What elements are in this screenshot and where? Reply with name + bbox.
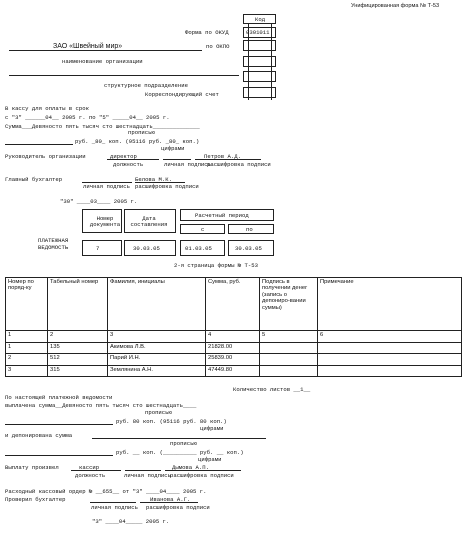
doc-date-cell: 30.03.05 <box>124 240 176 256</box>
period-header: Расчетный период <box>180 209 274 221</box>
position-caption: должность <box>113 161 144 168</box>
code-header-cell <box>243 14 276 24</box>
rub-line: руб. _80_ коп. (95116 руб. _80_ коп.) <box>75 138 200 145</box>
payment-table <box>5 277 462 377</box>
paid-rub: руб. 80 коп. (95116 руб. 80 коп.) <box>116 418 227 425</box>
table-header-row <box>6 278 462 331</box>
deposited-words-caption: прописью <box>170 440 197 447</box>
doc-number-header: Номер документа <box>82 209 122 233</box>
head-name: Петров А.Д. <box>204 153 241 160</box>
okud-label: Форма по ОКУД <box>185 29 229 36</box>
checked-sign-caption: личная подпись <box>91 504 138 511</box>
sheets-line: Количество листов __1__ <box>233 386 311 393</box>
period-line: с "3" ______04__ 2005 г. по "5" _____04__ 2005 г. <box>5 114 170 121</box>
chief-sign-caption: личная подпись <box>83 183 130 190</box>
account-caption: Корреспондирующий счет <box>145 91 219 98</box>
table-row: 1 135 Акимова Л.В. 21828.00 <box>6 342 462 354</box>
checked-decoding-caption: расшифровка подписи <box>146 504 210 511</box>
code-header: Код <box>255 16 266 23</box>
okpo-label: по ОКПО <box>206 43 230 50</box>
checked-name: Иванова А.Г. <box>150 496 191 503</box>
payout-position: кассир <box>79 464 100 471</box>
col-header-signature: Подпись в получении денег (запись о депониро-вании суммы) <box>260 278 318 331</box>
payout-name: Дымова А.П. <box>172 464 209 471</box>
to-cashier: В кассу для оплаты в срок <box>5 105 89 112</box>
doc-label-2: ВЕДОМОСТЬ <box>38 244 69 251</box>
period-to-cell: 30.03.05 <box>228 240 274 256</box>
sign-date: "30" ____03____ 2005 г. <box>60 198 138 205</box>
paid-digits-caption: цифрами <box>200 425 224 432</box>
signature-caption: личная подпись <box>164 161 211 168</box>
chief-acc-label: Главный бухгалтер <box>5 176 63 183</box>
col-header-note: Примечание <box>318 278 462 331</box>
col-header-number: Номер по поряд-ку <box>6 278 48 331</box>
okud-value: 0301011 <box>246 29 270 36</box>
doc-number-cell: 7 <box>82 240 122 256</box>
deposited-label: и депонирована сумма <box>5 432 73 439</box>
division-caption: структурное подразделение <box>104 82 188 89</box>
chief-decoding-caption: расшифровка подписи <box>135 183 199 190</box>
chief-acc-name: Белова М.К. <box>135 176 172 183</box>
by-statement: По настоящей платежной ведомости <box>5 394 113 401</box>
period-from-cell: 01.03.05 <box>180 240 225 256</box>
payout-label: Выплату произвел <box>5 464 59 471</box>
sum-line: Сумма___Девяносто пять тысяч сто шестнадцать______________ <box>5 123 200 130</box>
paid-words-caption: прописью <box>145 409 172 416</box>
payout-decoding-caption: расшифровка подписи <box>170 472 234 479</box>
form-note: Унифицированная форма № Т-53 <box>351 3 440 9</box>
organization-name: ЗАО «Швейный мир» <box>53 43 123 50</box>
table-row: 2 512 Парий И.Н. 25839.00 <box>6 354 462 366</box>
payout-sign-caption: личная подпись <box>124 472 171 479</box>
final-date: "3" ____04_____ 2005 г. <box>92 518 170 525</box>
organization-caption: наименование организации <box>62 58 143 65</box>
head-label: Руководитель организации <box>5 153 86 160</box>
page-note: 2-я страница формы № Т-53 <box>174 262 258 269</box>
col-header-name: Фамилия, инициалы <box>108 278 206 331</box>
table-row: 3 315 Землянина А.Н. 47449.80 <box>6 365 462 377</box>
order-line: Расходный кассовый ордер № __655__ от "3" ____04____ 2005 г. <box>5 488 207 495</box>
doc-date-header: Дата составления <box>124 209 176 233</box>
doc-label-1: ПЛАТЕЖНАЯ <box>38 237 69 244</box>
col-header-tab-number: Табельный номер <box>48 278 108 331</box>
payout-position-caption: должность <box>75 472 106 479</box>
decoding-caption: расшифровка подписи <box>207 161 271 168</box>
sum-words-caption: прописью <box>128 129 155 136</box>
deposited-digits-caption: цифрами <box>198 456 222 463</box>
period-to-header: по <box>228 224 274 234</box>
paid-line: выплачена сумма__Девяносто пять тысяч сто шестнадцать____ <box>5 402 197 409</box>
head-position: директор <box>110 153 137 160</box>
period-from-header: с <box>180 224 225 234</box>
checked-label: Проверил бухгалтер <box>5 496 66 503</box>
digits-caption: цифрами <box>161 145 185 152</box>
table-column-numbers: 1 2 3 4 5 6 <box>6 331 462 343</box>
deposited-rub: руб. __ коп. (__________ руб. __ коп.) <box>116 449 244 456</box>
col-header-sum: Сумма, руб. <box>206 278 260 331</box>
